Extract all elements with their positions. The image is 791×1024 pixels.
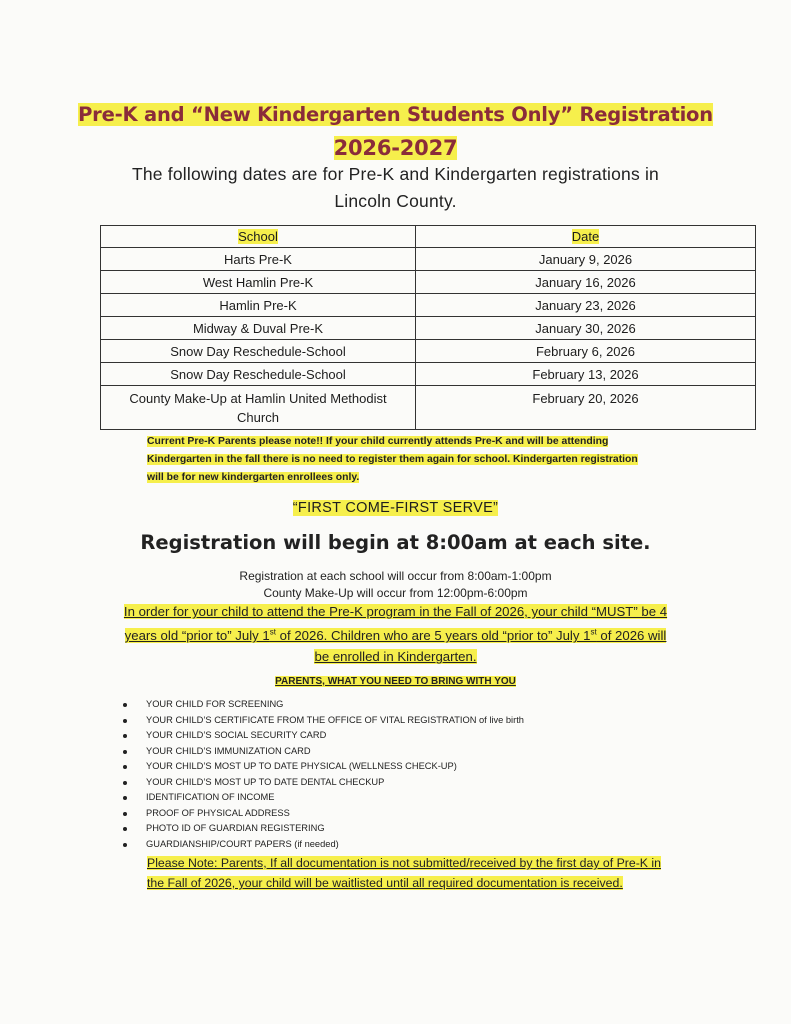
school-column-header: School <box>101 226 416 248</box>
page-title-line2: 2026-2027 <box>333 136 458 160</box>
bullet-icon <box>123 843 127 847</box>
table-header-row <box>101 226 756 248</box>
school-cell: West Hamlin Pre-K <box>101 271 416 294</box>
school-cell-line2: Church <box>237 410 279 425</box>
list-item: YOUR CHILD FOR SCREENING <box>120 697 524 713</box>
county-hours-text: County Make-Up will occur from 12:00pm-6:00pm <box>263 586 528 600</box>
bullet-icon <box>123 781 127 785</box>
school-cell: Midway & Duval Pre-K <box>101 317 416 340</box>
list-item: YOUR CHILD’S MOST UP TO DATE PHYSICAL (WELLNESS CHECK-UP) <box>120 759 524 775</box>
first-come-text: “FIRST COME-FIRST SERVE” <box>292 500 499 516</box>
school-cell-line1: County Make-Up at Hamlin United Methodist <box>129 391 387 406</box>
table-row <box>101 363 756 386</box>
age-line2: years old “prior to” July 1st of 2026. Children who are 5 years old “prior to” July 1st of 2026 will <box>124 628 667 644</box>
table-row <box>101 248 756 271</box>
page-title-line1: Pre-K and “New Kindergarten Students Only” Registration <box>78 103 713 126</box>
page-title-year <box>0 136 791 160</box>
required-documents-list <box>120 697 524 852</box>
registration-schedule-table <box>100 225 756 430</box>
subtitle-line2: Lincoln County. <box>334 191 457 211</box>
note-line2: Kindergarten in the fall there is no need to register them again for school. Kindergarten registration <box>147 454 638 465</box>
please-note-line2: the Fall of 2026, your child will be waitlisted until all required documentation is received. <box>147 876 623 890</box>
bullet-icon <box>123 734 127 738</box>
school-cell <box>101 386 416 430</box>
date-cell: January 16, 2026 <box>416 271 756 294</box>
note-line1: Current Pre-K Parents please note!! If your child currently attends Pre-K and will be attending <box>147 436 609 447</box>
age-line3: be enrolled in Kindergarten. <box>314 649 477 665</box>
parents-heading <box>0 671 791 689</box>
table-row <box>101 317 756 340</box>
please-note <box>147 853 707 893</box>
school-cell: Snow Day Reschedule-School <box>101 363 416 386</box>
date-cell: January 30, 2026 <box>416 317 756 340</box>
date-column-header: Date <box>416 226 756 248</box>
table-row <box>101 271 756 294</box>
table-row <box>101 294 756 317</box>
date-cell: February 13, 2026 <box>416 363 756 386</box>
school-cell: Hamlin Pre-K <box>101 294 416 317</box>
page-title <box>0 103 791 126</box>
bullet-icon <box>123 719 127 723</box>
list-item: PHOTO ID OF GUARDIAN REGISTERING <box>120 821 524 837</box>
bullet-icon <box>123 765 127 769</box>
bullet-icon <box>123 750 127 754</box>
bullet-icon <box>123 827 127 831</box>
date-cell: January 23, 2026 <box>416 294 756 317</box>
parents-heading-text: PARENTS, WHAT YOU NEED TO BRING WITH YOU <box>275 676 516 687</box>
date-cell: February 6, 2026 <box>416 340 756 363</box>
list-item: IDENTIFICATION OF INCOME <box>120 790 524 806</box>
date-cell: February 20, 2026 <box>416 386 756 430</box>
bullet-icon <box>123 796 127 800</box>
bullet-icon <box>123 703 127 707</box>
list-item: YOUR CHILD’S MOST UP TO DATE DENTAL CHECKUP <box>120 775 524 791</box>
note-line3: will be for new kindergarten enrollees only. <box>147 472 360 483</box>
list-item: YOUR CHILD’S SOCIAL SECURITY CARD <box>120 728 524 744</box>
list-item: PROOF OF PHYSICAL ADDRESS <box>120 806 524 822</box>
date-cell: January 9, 2026 <box>416 248 756 271</box>
list-item: GUARDIANSHIP/COURT PAPERS (if needed) <box>120 837 524 853</box>
current-parents-note <box>147 433 667 487</box>
age-requirement <box>0 601 791 667</box>
school-cell: Snow Day Reschedule-School <box>101 340 416 363</box>
table-row <box>101 386 756 430</box>
subtitle-line1: The following dates are for Pre-K and Kindergarten registrations in <box>131 164 659 184</box>
bullet-icon <box>123 812 127 816</box>
school-hours-text: Registration at each school will occur from 8:00am-1:00pm <box>239 569 552 583</box>
list-item: YOUR CHILD’S CERTIFICATE FROM THE OFFICE OF VITAL REGISTRATION of live birth <box>120 713 524 729</box>
age-line1: In order for your child to attend the Pre-K program in the Fall of 2026, your child “MUST” be 4 <box>123 604 668 619</box>
first-come-banner <box>0 499 791 517</box>
table-row <box>101 340 756 363</box>
school-cell: Harts Pre-K <box>101 248 416 271</box>
please-note-line1: Please Note: Parents, If all documentation is not submitted/received by the first day of Pre-K in <box>147 856 661 870</box>
registration-start-heading: Registration will begin at 8:00am at each site. <box>140 531 651 554</box>
list-item: YOUR CHILD’S IMMUNIZATION CARD <box>120 744 524 760</box>
